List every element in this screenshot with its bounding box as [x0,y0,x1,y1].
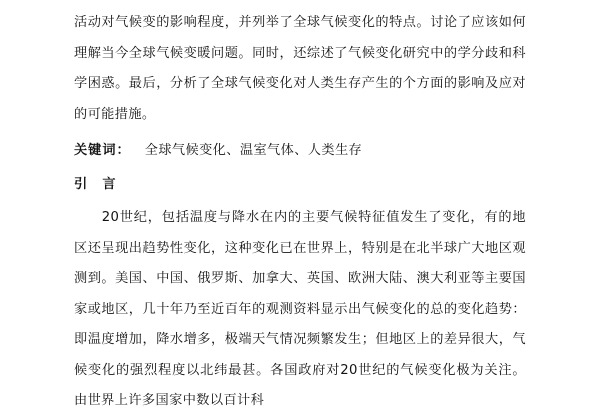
keywords-value: 全球气候变化、温室气体、人类生存 [144,143,363,158]
section-heading-introduction: 引 言 [74,176,117,192]
document-body [74,8,526,417]
abstract-continuation-paragraph: 活动对气候变的影响程度，并列举了全球气候变化的特点。讨论了应该如何理解当今全球气候变暖问题。同时，还综述了气候变化研究中的学分歧和科学困惑。最后，分析了全球气候变化对人类生存产生的个方面的影响及应对的可能措施。 [74,15,526,122]
keywords-label: 关键词： [74,143,131,158]
keywords-line [74,136,526,167]
introduction-paragraph: 20世纪，包括温度与降水在内的主要气候特征值发生了变化，有的地区还呈现出趋势性变化，这种变化已在世界上，特别是在北半球广大地区观测到。美国、中国、俄罗斯、加拿大、英国、欧洲大陆、澳大利亚等主要国家或地区，几十年乃至近百年的观测资料显示出气候变化的总的变化趋势：即温度增加，降水增多，极端天气情况频繁发生；但地区上的差异很大，气候变化的强烈程度以北纬最甚。各国政府对20世纪的气候变化极为关注。由世界上许多国家中数以百计科 [74,210,526,408]
